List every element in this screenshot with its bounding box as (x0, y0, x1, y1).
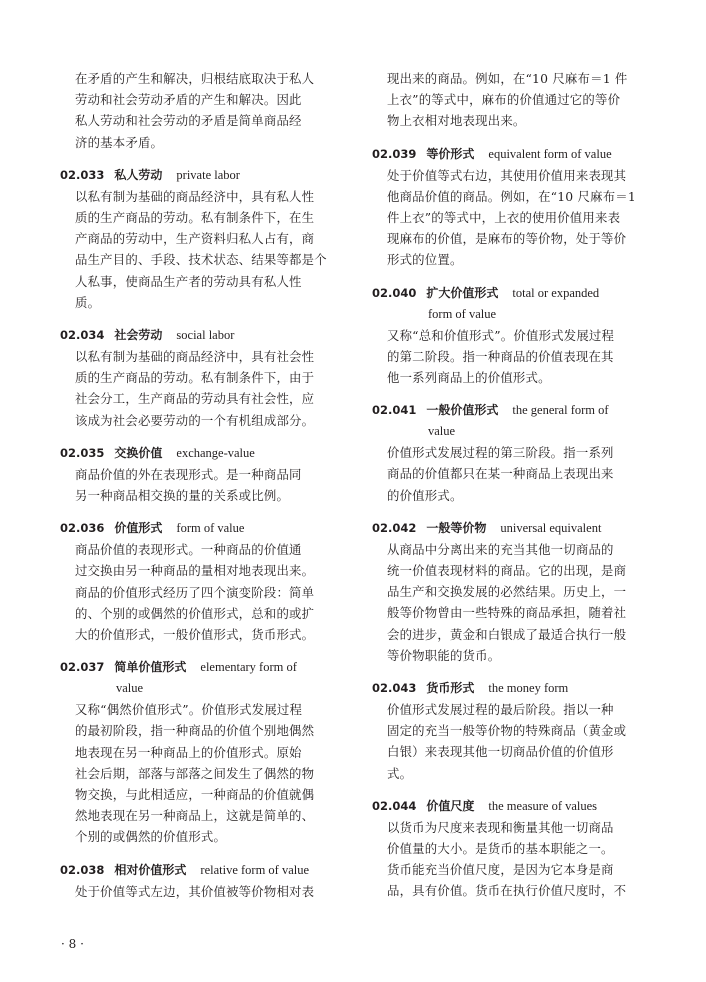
entry-term: 一般等价物 (426, 520, 487, 535)
text-line: 过交换由另一种商品的量相对地表现出来。 (75, 563, 315, 579)
entry-definition (372, 68, 650, 132)
text-line: 件上衣”的等式中，上衣的使用价值用来表 (387, 210, 621, 226)
text-line: 价值量的大小。是货币的基本职能之一。 (387, 841, 614, 857)
entry-heading (60, 518, 344, 539)
entry-heading (60, 657, 344, 699)
entry-definition (372, 699, 650, 784)
entry-heading (60, 860, 344, 881)
glossary-entry (60, 518, 344, 645)
continued-text (60, 68, 344, 153)
text-line: 然地表现在另一种商品上，这就是简单的、 (75, 808, 315, 824)
text-line: 品，具有价值。货币在执行价值尺度时，不 (387, 883, 627, 899)
entry-definition (60, 464, 344, 506)
entry-definition (372, 325, 650, 389)
text-line: 质的生产商品的劳动。私有制条件下，在生 (75, 210, 315, 226)
entry-term: 货币形式 (426, 681, 475, 696)
entry-definition (372, 817, 650, 902)
text-line: 货币能充当价值尺度，是因为它本身是商 (387, 862, 614, 878)
entry-term: 等价形式 (426, 146, 475, 161)
text-line: 大的价值形式，一般价值形式，货币形式。 (75, 627, 315, 643)
entry-english: relative form of value (200, 862, 310, 877)
glossary-entry (372, 144, 650, 271)
glossary-entry (60, 325, 344, 431)
text-line: 以私有制为基础的商品经济中，具有社会性 (75, 349, 315, 365)
text-line: 地表现在另一种商品上的价值形式。原始 (75, 744, 302, 760)
entry-definition (372, 165, 650, 271)
text-line: 个别的或偶然的价值形式。 (75, 829, 227, 845)
entry-number: 02.038 (60, 862, 105, 877)
text-line: 在矛盾的产生和解决，归根结底取决于私人 (75, 71, 315, 86)
text-line: 式。 (387, 765, 413, 781)
entry-definition (60, 346, 344, 431)
text-line: 等价物职能的货币。 (387, 647, 501, 663)
text-line: 上衣”的等式中，麻布的价值通过它的等价 (387, 92, 621, 108)
text-line: 该成为社会必要劳动的一个有机组成部分。 (75, 412, 315, 428)
entry-definition (372, 442, 650, 506)
glossary-entry (60, 657, 344, 847)
entry-english: private labor (176, 167, 240, 182)
text-line: 价值形式发展过程的最后阶段。指以一种 (387, 702, 614, 718)
text-line: 私人劳动和社会劳动的矛盾是简单商品经 (75, 113, 302, 129)
entry-heading (372, 283, 650, 325)
text-line: 社会分工，生产商品的劳动具有社会性，应 (75, 391, 315, 407)
text-line: 他商品价值的商品。例如，在“10 尺麻布＝1 (387, 188, 636, 204)
entry-definition (60, 699, 344, 847)
text-line: 商品的价值都只在某一种商品上表现出来 (387, 466, 614, 482)
glossary-entry (372, 283, 650, 389)
entry-english: the general form of (512, 403, 609, 418)
entry-number: 02.039 (372, 146, 417, 161)
entry-term: 相对价值形式 (114, 862, 187, 877)
entry-english: total or expanded (512, 285, 600, 300)
entry-term: 社会劳动 (114, 328, 163, 343)
glossary-entry (372, 400, 650, 506)
entry-english: the money form (488, 681, 569, 696)
text-line: 质。 (75, 294, 101, 310)
text-line: 另一种商品相交换的量的关系或比例。 (75, 488, 290, 504)
entry-heading (372, 678, 650, 699)
text-line: 从商品中分离出来的充当其他一切商品的 (387, 541, 614, 557)
entry-term: 价值尺度 (426, 798, 475, 813)
text-line: 固定的充当一般等价物的特殊商品（黄金或 (387, 723, 627, 739)
entry-definition (60, 539, 344, 645)
entry-term: 交换价值 (114, 445, 163, 460)
entry-english: social labor (176, 328, 235, 343)
text-line: 价值形式发展过程的第三阶段。指一系列 (387, 445, 614, 461)
entry-number: 02.036 (60, 521, 105, 536)
text-line: 产商品的劳动中，生产资料归私人占有，商 (75, 231, 315, 247)
entry-english: form of value (176, 521, 245, 536)
text-line: 处于价值等式左边，其价值被等价物相对表 (75, 883, 315, 899)
text-line: 物交换，与此相适应，一种商品的价值就偶 (75, 787, 315, 803)
page-number: · 8 · (61, 937, 84, 951)
text-line: 人私事，使商品生产者的劳动具有私人性 (75, 273, 302, 289)
entry-heading (372, 796, 650, 817)
entry-heading (60, 325, 344, 346)
text-line: 品生产和交换发展的必然结果。历史上，一 (387, 584, 627, 600)
glossary-entry (60, 443, 344, 506)
text-line: 的第二阶段。指一种商品的价值表现在其 (387, 348, 614, 364)
text-line: 商品价值的外在表现形式。是一种商品同 (75, 466, 302, 482)
text-line: 白银）来表现其他一切商品价值的价值形 (387, 744, 614, 760)
entry-english: universal equivalent (500, 520, 602, 535)
entry-number: 02.040 (372, 285, 417, 300)
text-line: 济的基本矛盾。 (75, 134, 164, 150)
left-column (60, 68, 344, 914)
continued-text (372, 68, 650, 132)
text-line: 的最初阶段，指一种商品的价值个别地偶然 (75, 723, 315, 739)
text-line: 以私有制为基础的商品经济中，具有私人性 (75, 188, 315, 204)
entry-number: 02.044 (372, 798, 417, 813)
text-line: 社会后期，部落与部落之间发生了偶然的物 (75, 765, 315, 781)
right-column (372, 68, 650, 914)
entry-heading (372, 144, 650, 165)
entry-english-cont: value (116, 681, 144, 696)
glossary-entry (60, 165, 344, 313)
text-line: 商品的价值形式经历了四个演变阶段：简单 (75, 584, 315, 600)
text-line: 劳动和社会劳动矛盾的产生和解决。因此 (75, 92, 302, 108)
text-line: 的价值形式。 (387, 487, 463, 503)
entry-number: 02.041 (372, 403, 417, 418)
entry-definition (60, 881, 344, 902)
entry-number: 02.034 (60, 328, 105, 343)
text-line: 统一价值表现材料的商品。它的出现，是商 (387, 563, 627, 579)
text-line: 处于价值等式右边，其使用价值用来表现其 (387, 167, 627, 183)
text-line: 会的进步，黄金和白银成了最适合执行一般 (387, 626, 627, 642)
text-line: 质的生产商品的劳动。私有制条件下，由于 (75, 370, 315, 386)
entry-heading (372, 518, 650, 539)
entry-term: 扩大价值形式 (426, 285, 499, 300)
glossary-entry (60, 860, 344, 902)
entry-english-cont: value (428, 424, 456, 439)
entry-heading (372, 400, 650, 442)
entry-definition (60, 68, 344, 153)
entry-english: elementary form of (200, 660, 297, 675)
entry-english: the measure of values (488, 798, 598, 813)
entry-number: 02.037 (60, 660, 105, 675)
text-line: 以货币为尺度来表现和衡量其他一切商品 (387, 819, 614, 835)
entry-number: 02.043 (372, 681, 417, 696)
glossary-entry (372, 796, 650, 902)
glossary-entry (372, 678, 650, 784)
text-line: 物上衣相对地表现出来。 (387, 113, 526, 129)
text-line: 形式的位置。 (387, 252, 463, 268)
entry-english: exchange-value (176, 445, 255, 460)
entry-number: 02.033 (60, 167, 105, 182)
text-line: 品生产目的、手段、技术状态、结果等都是个 (75, 252, 327, 268)
entry-heading (60, 443, 344, 464)
text-line: 现麻布的价值，是麻布的等价物，处于等价 (387, 231, 627, 247)
text-line: 又称“偶然价值形式”。价值形式发展过程 (75, 702, 303, 718)
text-line: 他一系列商品上的价值形式。 (387, 370, 551, 386)
entry-term: 价值形式 (114, 521, 163, 536)
text-line: 的、个别的或偶然的价值形式，总和的或扩 (75, 605, 315, 621)
entry-english-cont: form of value (428, 306, 497, 321)
entry-term: 私人劳动 (114, 167, 163, 182)
text-line: 现出来的商品。例如，在“10 尺麻布＝1 件 (387, 71, 628, 86)
entry-definition (372, 539, 650, 666)
entry-heading (60, 165, 344, 186)
entry-term: 简单价值形式 (114, 660, 187, 675)
glossary-entry (372, 518, 650, 666)
entry-definition (60, 186, 344, 313)
entry-term: 一般价值形式 (426, 403, 499, 418)
entry-number: 02.042 (372, 520, 417, 535)
text-line: 又称“总和价值形式”。价值形式发展过程 (387, 327, 615, 343)
text-line: 商品价值的表现形式。一种商品的价值通 (75, 542, 302, 558)
entry-number: 02.035 (60, 445, 105, 460)
entry-english: equivalent form of value (488, 146, 612, 161)
text-line: 般等价物曾由一些特殊的商品承担，随着社 (387, 605, 627, 621)
